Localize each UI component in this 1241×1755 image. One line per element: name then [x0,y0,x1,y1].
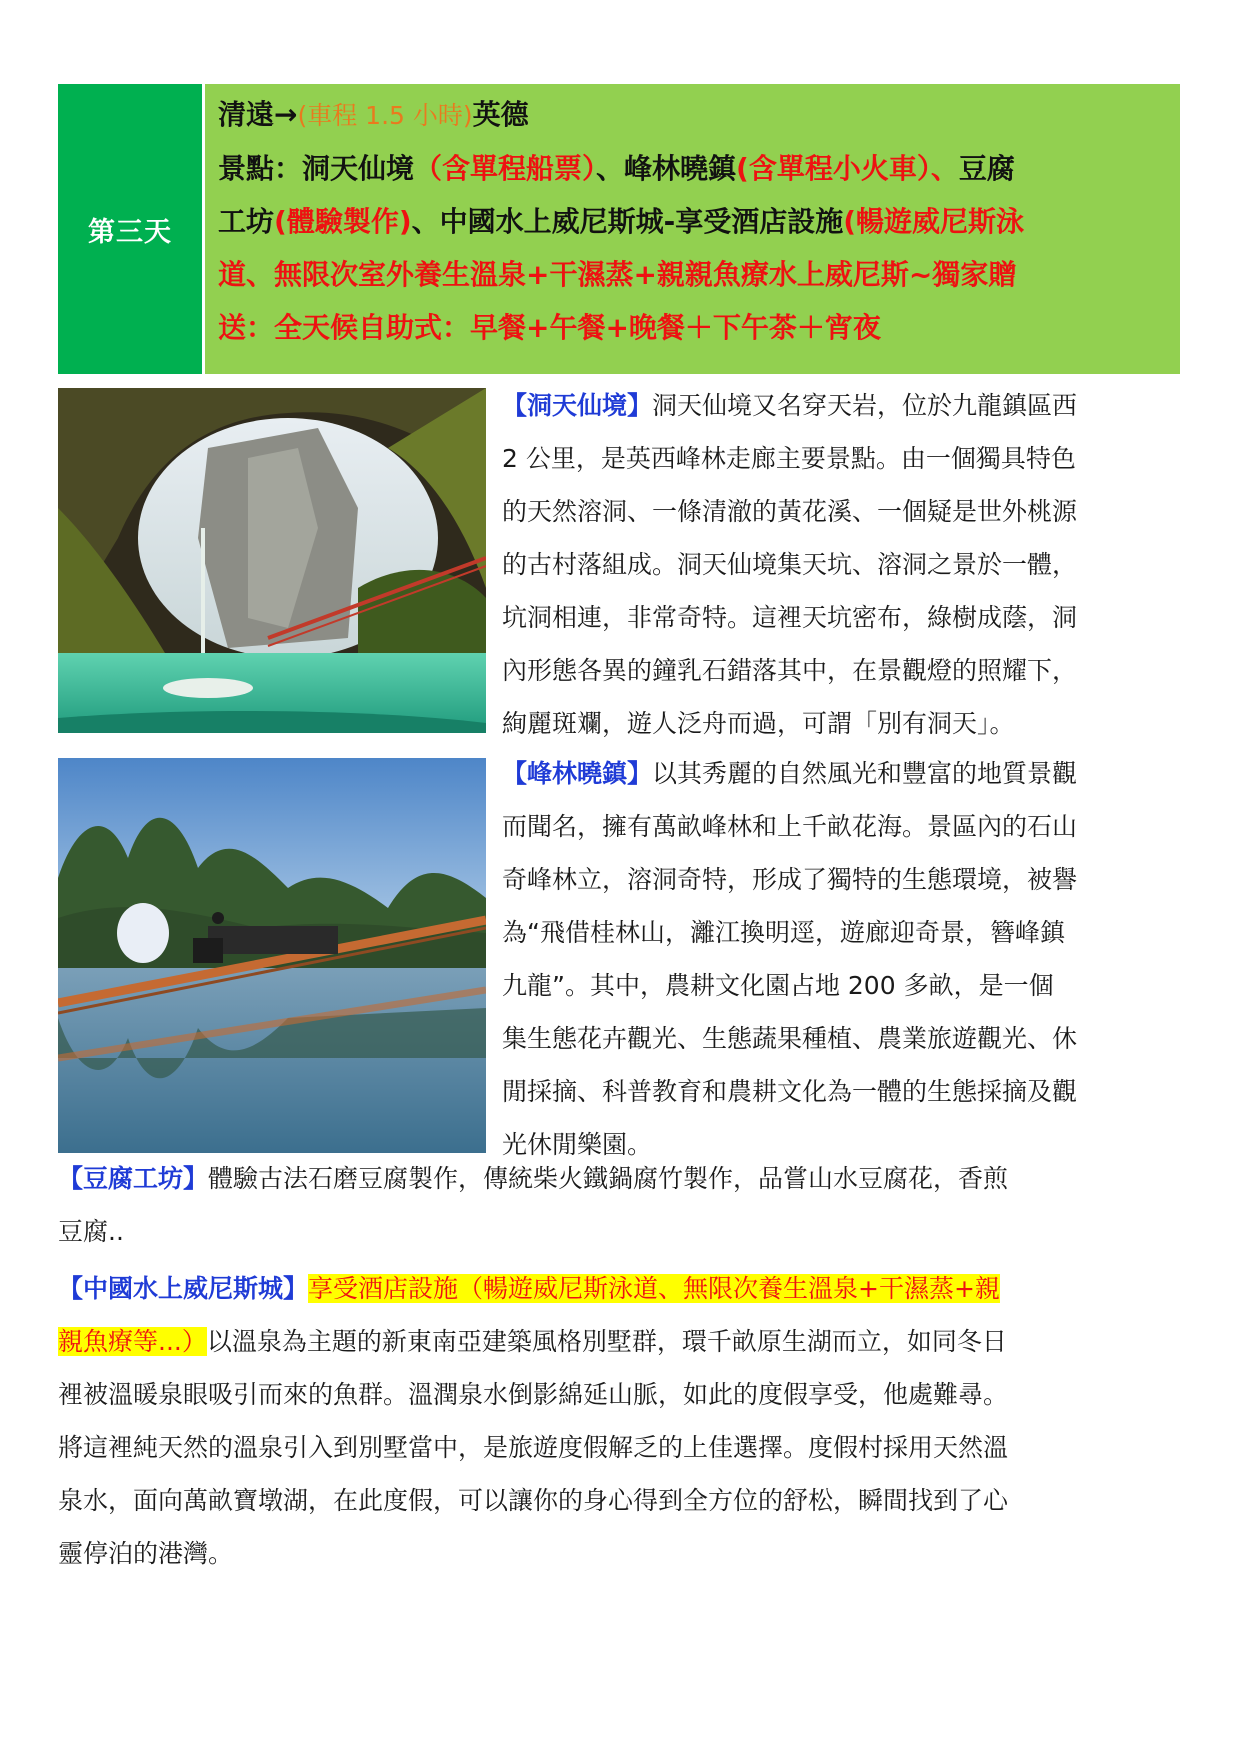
attraction-tofu-end: 工坊 [218,205,275,238]
venice-highlight-1: 享受酒店設施（暢遊威尼斯泳道、無限次養生溫泉+干濕蒸+親 [308,1274,1000,1303]
experience-note: (體驗製作) [274,205,412,238]
route-time: (車程 1.5 小時) [297,101,473,130]
venice-text-1: 以溫泉為主題的新東南亞建築風格別墅群，環千畝原生湖而立，如同冬日 [206,1327,1007,1356]
facilities-line: 道、無限次室外養生溫泉+干濕蒸+親親魚療水上威尼斯~獨家贈 [218,258,1017,291]
boat-ticket-note: （含單程船票） [414,152,597,185]
tofu-tag: 【豆腐工坊】 [58,1164,209,1193]
venice-line-2: 裡被溫暖泉眼吸引而來的魚群。溫潤泉水倒影綿延山脈，如此的度假享受，他處難尋。 [58,1380,1009,1409]
venice-line-1 [58,1315,1182,1368]
fenglin-text-0: 以其秀麗的自然風光和豐富的地質景觀 [652,759,1078,788]
fenglin-line-4: 九龍”。其中，農耕文化園占地 200 多畝，是一個 [502,971,1054,1000]
attraction-tofu-start: 豆腐 [958,152,1015,185]
dongtian-line-4: 坑洞相連，非常奇特。這裡天坑密布，綠樹成蔭，洞 [502,603,1078,632]
facilities-note-start: (暢遊威尼斯泳 [843,205,1025,238]
day-label: 第三天 [58,84,202,374]
fenglin-line-6: 閒採摘、科普教育和農耕文化為一體的生態採摘及觀 [502,1077,1078,1106]
day-header-table [58,84,1180,374]
tofu-line-0 [58,1152,1182,1205]
fenglin-line-2: 奇峰林立，溶洞奇特，形成了獨特的生態環境，被譽 [502,865,1078,894]
dongtian-line-5: 內形態各異的鐘乳石錯落其中，在景觀燈的照耀下， [502,656,1078,685]
route-to: 英德 [472,98,529,131]
venice-line-3: 將這裡純天然的溫泉引入到別墅當中，是旅遊度假解乏的上佳選擇。度假村採用天然溫 [58,1433,1009,1462]
fenglin-line-1: 而聞名，擁有萬畝峰林和上千畝花海。景區內的石山 [502,812,1078,841]
attractions-prefix: 景點：洞天仙境 [218,152,415,185]
fenglin-line-3: 為“飛借桂林山，灕江換明逕，遊廊迎奇景，簪峰鎮 [502,918,1065,947]
fenglin-tag: 【峰林曉鎮】 [502,759,653,788]
dongtian-text-0: 洞天仙境又名穿天岩，位於九龍鎮區西 [652,391,1078,420]
itinerary-summary [218,88,1176,354]
tofu-text-0: 體驗古法石磨豆腐製作，傳統柴火鐵鍋腐竹製作，品嘗山水豆腐花，香煎 [208,1164,1009,1193]
venice-paragraph [58,1262,1182,1580]
train-photo [58,758,486,1153]
meals-line: 送：全天候自助式：早餐+午餐+晚餐＋下午茶＋宵夜 [218,311,881,344]
dongtian-paragraph [502,379,1182,750]
tofu-line-1: 豆腐.. [58,1217,124,1246]
tofu-paragraph [58,1152,1182,1258]
route-line [218,88,1176,142]
attraction-venice: 、中國水上威尼斯城-享受酒店設施 [411,205,844,238]
fenglin-line-5: 集生態花卉觀光、生態蔬果種植、農業旅遊觀光、休 [502,1024,1078,1053]
route-from: 清遠→ [218,98,298,131]
divider [202,84,205,374]
venice-line-0 [58,1262,1182,1315]
cave-photo [58,388,486,733]
dongtian-line-1: 2 公里，是英西峰林走廊主要景點。由一個獨具特色 [502,444,1076,473]
dongtian-tag: 【洞天仙境】 [502,391,653,420]
venice-tag: 【中國水上威尼斯城】 [58,1274,309,1303]
venice-line-4: 泉水，面向萬畝寶墩湖，在此度假，可以讓你的身心得到全方位的舒松，瞬間找到了心 [58,1486,1009,1515]
attractions-line-1 [218,142,1176,195]
attraction-fenglin: 、峰林曉鎮 [596,152,737,185]
fenglin-paragraph [502,747,1182,1171]
dongtian-line-3: 的古村落組成。洞天仙境集天坑、溶洞之景於一體， [502,550,1078,579]
dongtian-line-6: 絢麗斑斕，遊人泛舟而過，可謂「別有洞天」。 [502,709,1015,738]
fenglin-line-0 [502,747,1182,800]
venice-highlight-2: 親魚療等...） [58,1327,207,1356]
dongtian-line-2: 的天然溶洞、一條清澈的黃花溪、一個疑是世外桃源 [502,497,1078,526]
attractions-line-2 [218,195,1176,248]
train-note: (含單程小火車）、 [736,152,959,185]
fenglin-line-7: 光休閒樂園。 [502,1130,653,1159]
venice-line-5: 靈停泊的港灣。 [58,1539,234,1568]
dongtian-line-0 [502,379,1182,432]
